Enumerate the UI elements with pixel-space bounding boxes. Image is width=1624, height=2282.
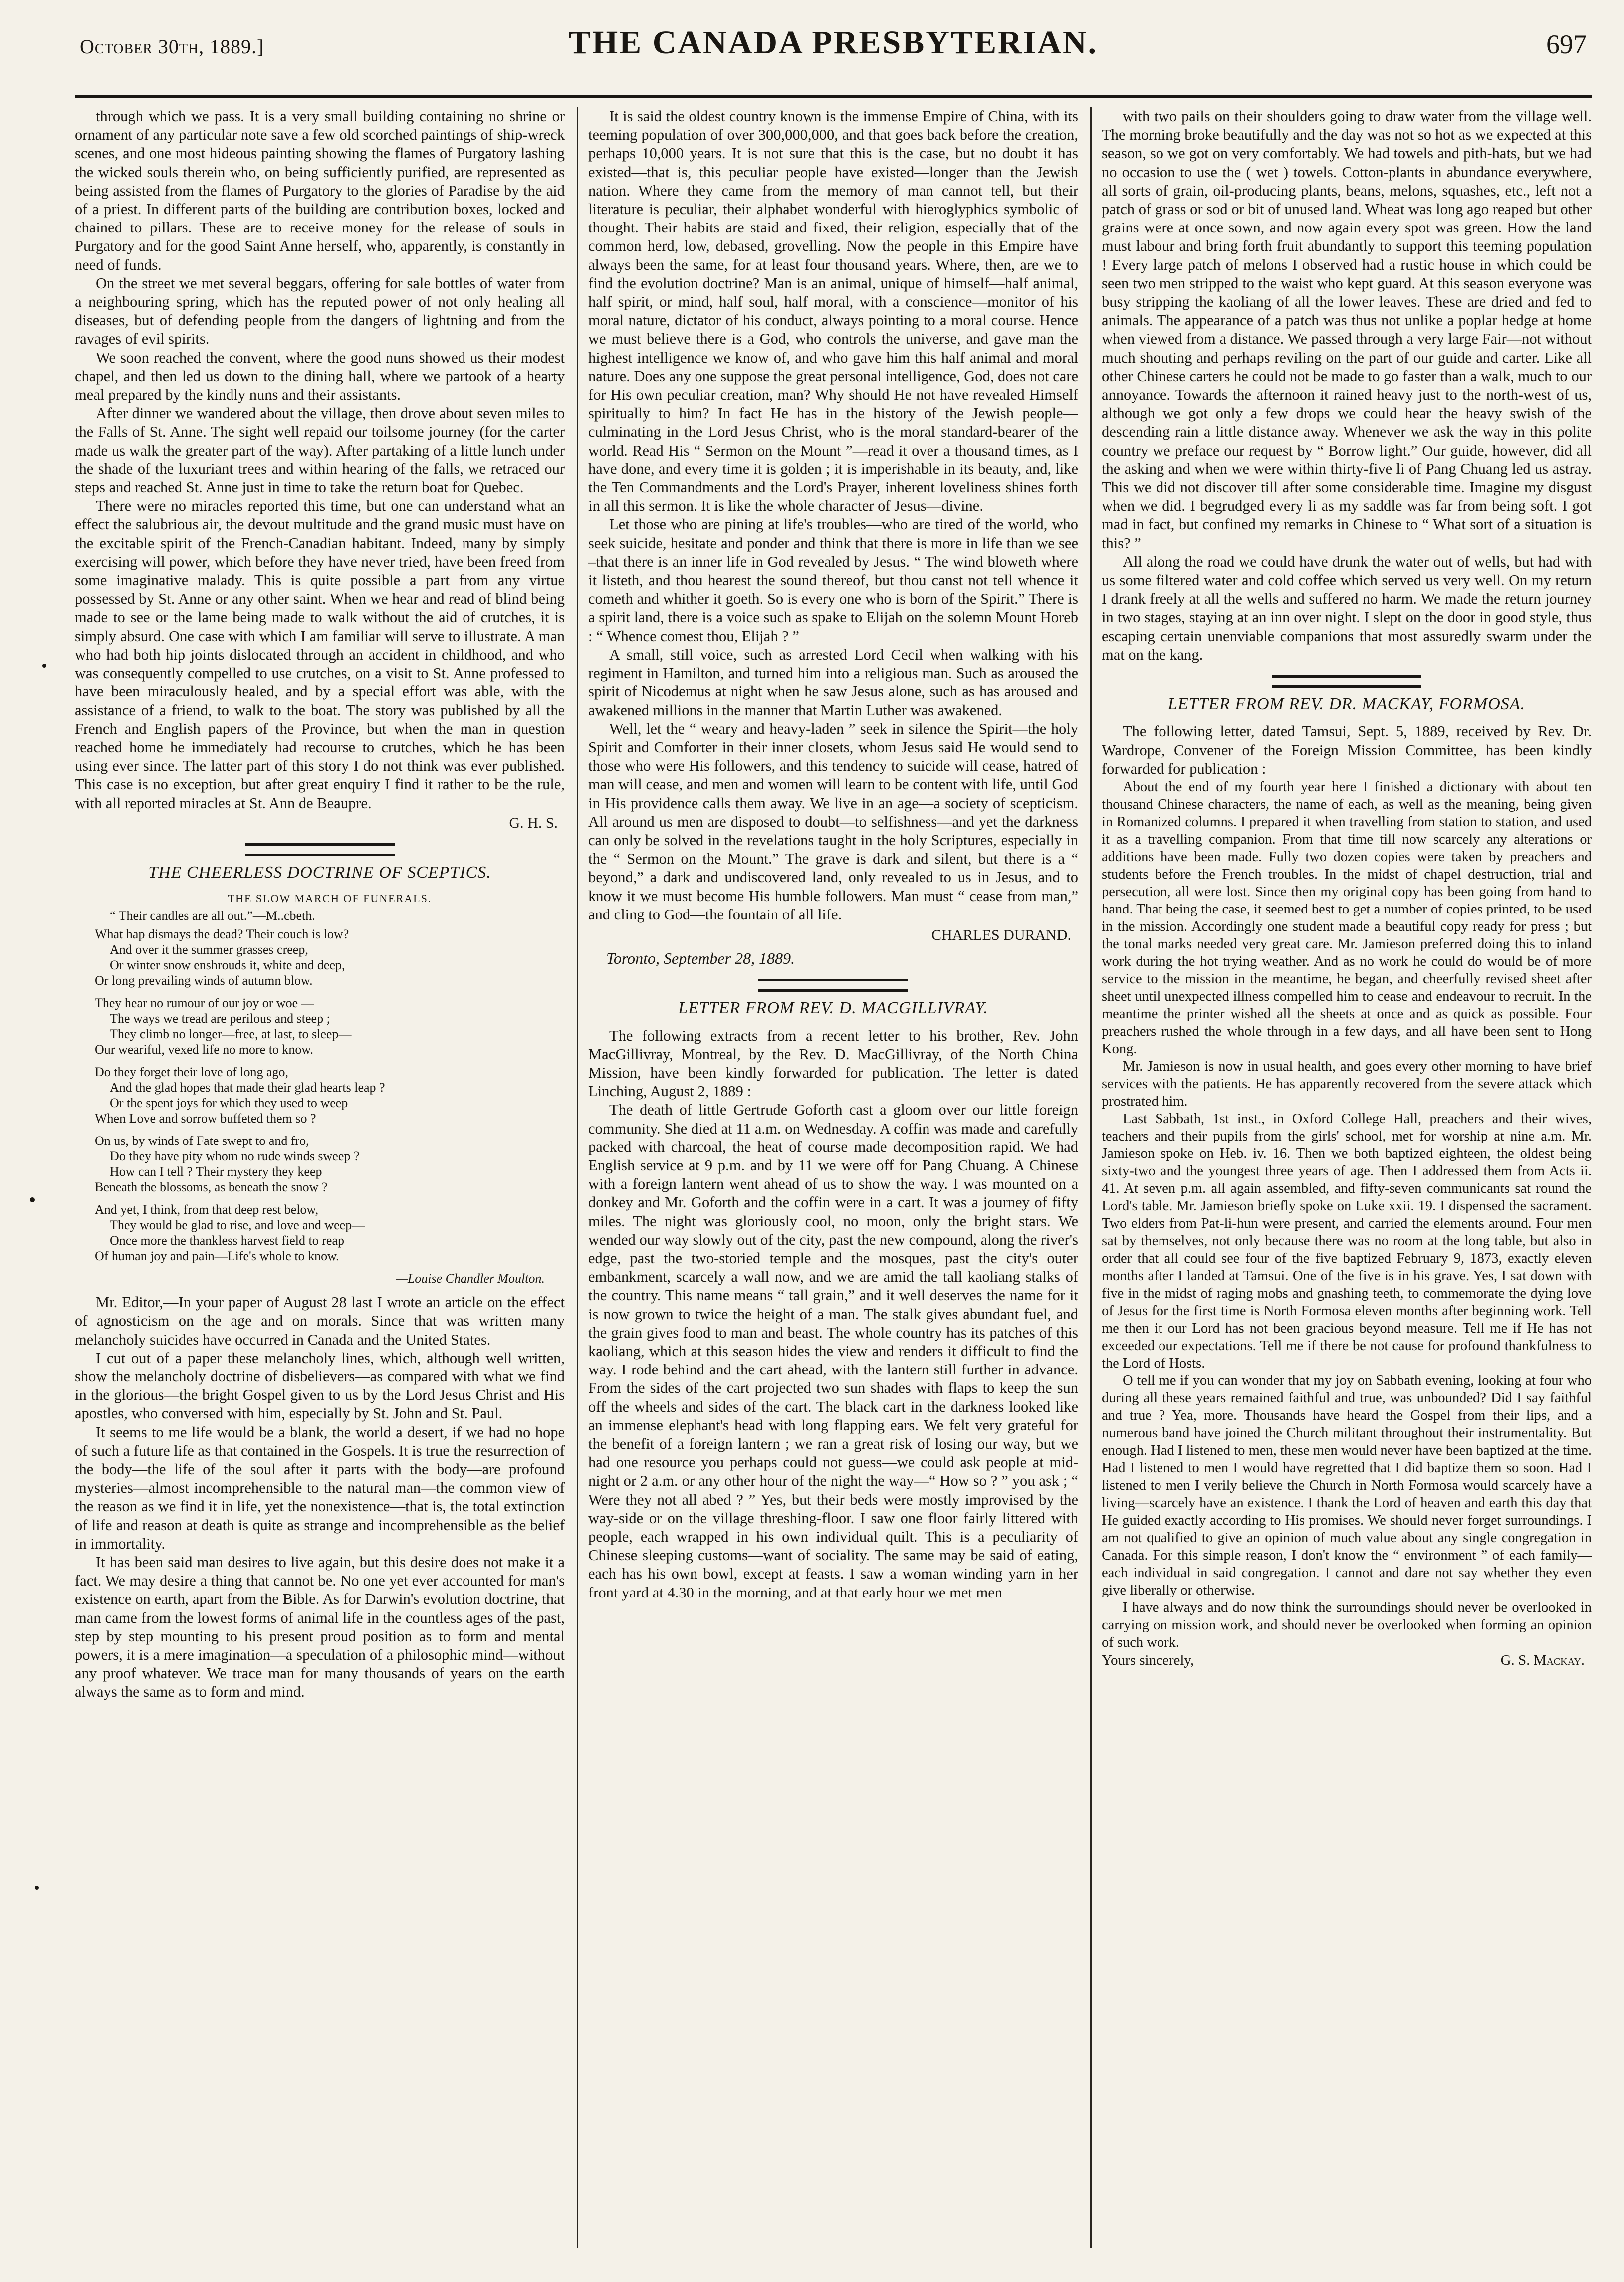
signature: CHARLES DURAND. [931, 926, 1071, 943]
columns [75, 107, 1592, 2253]
paragraph: Last Sabbath, 1st inst., in Oxford College Hall, preachers and their wives, teachers and their pupils from the girls' school, met for worship at nine a.m. Mr. Jamieson spoke on Heb. iv. 16. Then we both baptized eighteen, the oldest being sixty-two and the youngest three years of age. Then I addressed them from Acts ii. 41. At seven p.m. all again assembled, and fifty-seven communicants sat round the Lord's table. Mr. Jamieson briefly spoke on Luke xxii. 19. I dispensed the sacrament. Two elders from Pat-li-hun were present, and carried the elements around. Four men sat by themselves, not only because there was no room at the long table, but also in order that all could see four of the five baptized February 9, 1873, exactly eleven months after I landed at Tamsui. One of the five is in his grave. Yes, I sat down with five in the midst of raging mobs and gnashing teeth, to commemorate the dying love of Jesus for the first time is North Formosa eleven months after beginning work. Tell me then it our Lord has not been gracious beyond measure. Tell me if He has not exceeded our expectations. Tell me if there be not cause for profound thankfulness to the Lord of Hosts. [1102, 1111, 1592, 1371]
poem-line: Or long prevailing winds of autumn blow. [95, 973, 313, 988]
paragraph: After dinner we wandered about the village, then drove about seven miles to the Falls of St. Anne. The sight well repaid our toilsome journey (for the carter made us walk the greater part of the way). After partaking of a little lunch under the shade of the luxuriant trees and within hearing of the falls, we retraced our steps and reached St. Anne just in time to take the return boat for Quebec. [75, 405, 565, 496]
closing: Yours sincerely, [1102, 1652, 1194, 1668]
column-1 [75, 107, 565, 2253]
poem-line: They would be glad to rise, and love and weep— [110, 1218, 365, 1233]
paragraph: The following letter, dated Tamsui, Sept. 5, 1889, received by Rev. Dr. Wardrope, Convener of the Foreign Mission Committee, has been kindly forwarded for publication : [1102, 723, 1592, 777]
poem-stanza [95, 995, 565, 1057]
poem-line: Beneath the blossoms, as beneath the snow ? [95, 1180, 328, 1195]
newspaper-page [75, 20, 1592, 2265]
poem-line: Once more the thankless harvest field to reap [110, 1233, 344, 1248]
paragraph: On the street we met several beggars, offering for sale bottles of water from a neighbouring spring, which has the reputed power of not only healing all diseases, but of defending people from the dangers of lightning and from the ravages of evil spirits. [75, 274, 565, 348]
article-title: LETTER FROM REV. D. MACGILLIVRAY. [678, 999, 988, 1018]
column-3 [1102, 107, 1592, 2253]
paragraph: The following extracts from a recent letter to his brother, Rev. John MacGillivray, Montreal, by the Rev. D. MacGillivray, of the North China Mission, have been kindly forwarded for publication. The letter is dated Linching, August 2, 1889 : [588, 1027, 1078, 1100]
paragraph: O tell me if you can wonder that my joy on Sabbath evening, looking at four who during all these years remained faithful and true, was unbounded? Did I say faithful and true ? Yea, more. Thousands have heard the Gospel from their lips, and a numerous band have joined the Church militant throughout their instrumentality. But enough. Had I listened to men, these men would never have been baptized at the time. Had I listened to men I would have regretted that I did baptize them so soon. Had I listened to men I verily believe the Church in North Formosa would scarcely have a living—scarcely have an existence. I thank the Lord of heaven and earth this day that He guided exactly according to His promises. We should never forget surroundings. I am not qualified to give an opinion of much value about any single congregation in Canada. For this simple reason, I don't know the “ environment ” of each family—each individual in said congregation. I cannot and dare not say whether they even give liberally or otherwise. [1102, 1372, 1592, 1598]
scan-speck [42, 664, 46, 668]
letter-body [1102, 778, 1592, 1671]
paragraph: A small, still voice, such as arrested Lord Cecil when walking with his regiment in Hamilton, and turned him into a religious man. Such as aroused the spirit of Nicodemus at night when he saw Jesus alone, such as has aroused and awakened millions in the manner that Martin Luther was awakened. [588, 646, 1078, 719]
paragraph: All along the road we could have drunk the water out of wells, but had with us some filtered water and cold coffee which served us very well. On my return I drank freely at all the wells and suffered no harm. We made the return journey in two stages, staying at an inn over night. I slept on the door in good style, thus escaping certain unenviable companions that most assuredly swarm under the mat on the kang. [1102, 553, 1592, 663]
article-title: THE CHEERLESS DOCTRINE OF SCEPTICS. [148, 863, 491, 882]
signature: G. S. Mackay. [1500, 1652, 1585, 1668]
column-rule [1090, 107, 1092, 2248]
dateline: Toronto, September 28, 1889. [606, 949, 795, 968]
poem [95, 891, 565, 1286]
column-rule [577, 107, 578, 2248]
paragraph: There were no miracles reported this time, but one can understand what an effect the salubrious air, the devout multitude and the grand music must have on the excitable spirit of the French-Canadian habitant. Indeed, many by simply exercising will power, which before they have never tried, have been freed from some imaginative malady. This is quite possible a part from any virtue possessed by St. Anne or any other saint. When we hear and read of blind being made to see or the lame being made to walk without the aid of crutches, it is simply absurd. One case with which I am familiar will serve to illustrate. A man who had both hip joints dislocated through an accident in childhood, and who was consequently compelled to use crutches, on a visit to St. Anne professed to have been miraculously healed, and by a special effort was able, with the assistance of a friend, to walk to the boat. The story was published by all the French and English papers of the Province, but when the man in question reached home he immediately had recourse to crutches, which he has been using ever since. The latter part of this story I do not think was ever published. This case is no exception, but after great enquiry I find it rather to be the rule, with all reported miracles at St. Ann de Beaupre. [75, 497, 565, 812]
paragraph: Let those who are pining at life's troubles—who are tired of the world, who seek suicide, hesitate and ponder and think that there is more in life than we see –that there is an inner life in God revealed by Jesus. “ The wind bloweth where it listeth, and thou hearest the sound thereof, but thou canst not tell whence it cometh and whither it goeth. So is every one who is born of the Spirit.” There is a spirit land, there is a voice such as spake to Elijah on the solemn Mount Horeb : “ Whence comest thou, Elijah ? ” [588, 516, 1078, 645]
poem-stanza [95, 1202, 565, 1264]
poem-line: And over it the summer grasses creep, [110, 942, 308, 957]
paragraph: with two pails on their shoulders going to draw water from the village well. The morning broke beautifully and the day was not so hot as we expected at this season, so we got on very comfortably. We had towels and pith-hats, but we had no occasion to use the ( wet ) towels. Cotton-plants in abundance everywhere, all sorts of grain, oil-producing plants, beans, melons, squashes, etc., left not a patch of grass or sod or bit of unused land. Wheat was long ago reaped but other grains were at once sown, and now again every spot was green. How the land must labour and bring forth fruit abundantly to support this teeming population ! Every large patch of melons I observed had a rustic house in which could be seen two men stripped to the waist who kept guard. At this season everyone was busy stripping the kaoliang of all the lower leaves. These are dried and fed to animals. The appearance of a patch was thus not unlike a poplar hedge at home when viewed from a distance. We passed through a very large Fair—not without much shouting and perhaps reviling on the part of our guide and carter. Like all other Chinese carters he could not be made to go faster than a walk, much to our annoyance. Towards the afternoon it rained heavy just to the north-west of us, although we got only a few drops we could hear the heavy swish of the descending rain a little distance away. Whenever we ask the way in this polite country we preface our request by “ Borrow light.” Our guide, however, did all the asking and when we were within thirty-five li of Pang Chuang led us astray. This we did not discover till after some considerable time. Imagine my disgust when we did. I begrudged every li as my saddle was far from being soft. I got mad in fact, but confined my remarks in Chinese to “ What sort of a situation is this? ” [1102, 108, 1592, 552]
poem-line: They hear no rumour of our joy or woe — [95, 996, 314, 1011]
poem-line: Or winter snow enshrouds it, white and deep, [110, 958, 345, 973]
poem-line: How can I tell ? Their mystery they keep [110, 1164, 322, 1179]
issue-date: October 30th, 1889.] [80, 35, 264, 58]
poem-line: When Love and sorrow buffeted them so ? [95, 1111, 316, 1126]
page-number: 697 [1546, 29, 1587, 59]
paragraph: We soon reached the convent, where the good nuns showed us their modest chapel, and then led us down to the dining hall, where we partook of a hearty meal prepared by the kindly nuns and their assistants. [75, 349, 565, 404]
article-title: LETTER FROM REV. DR. MACKAY, FORMOSA. [1167, 695, 1526, 714]
page-header [75, 20, 1592, 98]
poem-stanza [95, 1064, 565, 1126]
paragraph: It is said the oldest country known is the immense Empire of China, with its teeming population of over 300,000,000, and that goes back before the creation, perhaps 10,000 years. It is not sure that this is the case, but no doubt it has existed—that is, this peculiar people have existed—longer than the Jewish nation. Where they came from the memory of man cannot tell, but their literature is peculiar, their alphabet wonderful with hieroglyphics symbolic of thought. Their habits are staid and fixed, their religion, especially that of the common herd, low, debased, grovelling. Now the people in this Empire have always been the same, for at least four thousand years. Where, then, are we to find the evolution doctrine? Man is an animal, unique of himself—half animal, half spirit, or mind, half soul, half moral, with a conscience—monitor of his moral nature, dictator of his conduct, always pointing to a moral course. Hence we must believe there is a God, who controls the universe, and gave man the highest intelligence we know of, and who gave him this half animal and moral nature. Does any one suppose the great personal intelligence, God, does not care for His own peculiar creation, man? Why should He not have revealed Himself spiritually to him? In fact He has in the history of the Jewish people—culminating in the Lord Jesus Christ, who is the moral standard-bearer of the world. Read His “ Sermon on the Mount ”—read it over a thousand times, as I have done, and every time it is golden ; it is imperishable in its beauty, and, like the Ten Commandments and the Lord's Prayer, inherent loveliness shines forth in all this sermon. It is like the whole character of Jesus—divine. [588, 108, 1078, 515]
poem-line: What hap dismays the dead? Their couch is low? [95, 927, 349, 942]
poem-line: And the glad hopes that made their glad hearts leap ? [110, 1080, 385, 1095]
signature: G. H. S. [509, 814, 558, 831]
poem-line: On us, by winds of Fate swept to and fro, [95, 1134, 309, 1148]
paragraph: Well, let the “ weary and heavy-laden ” seek in silence the Spirit—the holy Spirit and Comforter in their inner closets, whom Jesus said He would send to those who were His followers, and this tendency to suicide will cease, hatred of man will cease, and men and women will learn to be content with life, until God in His providence calls them away. We live in an age—a society of scepticism. All around us men are disposed to doubt—to selfishness—and yet the darkness can only be solved in the revelations taught in the holy Scriptures, especially in the “ Sermon on the Mount.” The grave is dark and silent, but there is a “ beyond,” a dark and undiscovered land, only revealed to us in Jesus, and to know it we must become His humble followers. Man must “ cease from man,” and cling to God—the fountain of all life. [588, 720, 1078, 923]
masthead-title: THE CANADA PRESBYTERIAN. [568, 24, 1098, 61]
column-2 [588, 107, 1078, 2253]
poem-line: Do they have pity whom no rude winds sweep ? [110, 1149, 360, 1164]
paragraph: Mr. Editor,—In your paper of August 28 last I wrote an article on the effect of agnosticism on the age and on morals. Since that was written many melancholy suicides have occurred in Canada and the United States. [75, 1294, 565, 1348]
paragraph: I cut out of a paper these melancholy lines, which, although well written, show the melancholy doctrine of disbelievers—as compared with what we find in the glorious—the bright Gospel given to us by the Lord Jesus Christ and His apostles, who conversed with him, especially by St. John and St. Paul. [75, 1349, 565, 1422]
poem-heading: THE SLOW MARCH OF FUNERALS. [228, 892, 432, 905]
article-separator [758, 979, 908, 992]
paragraph: I have always and do now think the surroundings should never be overlooked in carrying on mission work, and should never be overlooked when forming an opinion of such work. [1102, 1599, 1592, 1650]
poem-line: Our weariful, vexed life no more to know. [95, 1042, 314, 1057]
article-separator [1272, 675, 1421, 688]
paragraph: Mr. Jamieson is now in usual health, and goes every other morning to have brief services with the patients. He has apparently recovered from the severe attack which prostrated him. [1102, 1058, 1592, 1109]
poem-line: They climb no longer—free, at last, to sleep— [110, 1027, 352, 1042]
paragraph: It seems to me life would be a blank, the world a desert, if we had no hope of such a future life as that contained in the Gospels. It is true the resurrection of the body—the life of the soul after it parts with the body—are profound mysteries—almost incomprehensible to the natural man—the common view of the reason as we find it in life, yet the nonexistence—that is, the total extinction of life and reason at death is quite as strange and incomprehensible as the belief in immortality. [75, 1423, 565, 1552]
poem-stanza [95, 1133, 565, 1195]
poem-line: And yet, I think, from that deep rest below, [95, 1202, 319, 1217]
poem-epigraph: “ Their candles are all out.”—M..cbeth. [110, 909, 315, 923]
paragraph: through which we pass. It is a very small building containing no shrine or ornament of any particular note save a few old scorched paintings of ship-wreck scenes, and one most hideous painting showing the flames of Purgatory lashing the wicked souls therein who, on being sufficiently purified, are represented as being assisted from the flames of Purgatory to the glories of Paradise by the aid of a priest. In different parts of the building are contribution boxes, locked and chained to pillars. These are to receive money for the release of souls in Purgatory and for the good Saint Anne herself, who, apparently, is constantly in need of funds. [75, 108, 565, 273]
article-separator [245, 843, 395, 856]
closing-line [1102, 1651, 1592, 1671]
poem-line: Or the spent joys for which they used to weep [110, 1096, 348, 1111]
poem-line: The ways we tread are perilous and steep ; [110, 1011, 330, 1026]
paragraph: It has been said man desires to live again, but this desire does not make it a fact. We may desire a thing that cannot be. No one yet ever accounted for man's existence on earth, apart from the Bible. As for Darwin's evolution doctrine, that man came from the lowest forms of animal life in the countless ages of the past, step by step mounting to his present proud position as to form and mental powers, it is a mere imagination—a speculation of a philosophic mind—without any proof whatever. We trace man for many thousands of years on the earth always the same as to form and mind. [75, 1553, 565, 1701]
scan-speck [35, 1886, 39, 1890]
poem-line: Of human joy and pain—Life's whole to know. [95, 1249, 339, 1264]
paragraph: About the end of my fourth year here I finished a dictionary with about ten thousand Chinese characters, the name of each, as well as the meaning, being given in Romanized columns. I prepared it when travelling from station to station, and used it as a travelling companion. From that time till now scarcely any alterations or additions have been made. Fully two dozen copies were taken by preachers and students before the French troubles. In the midst of chapel destruction, trial and persecution, all were lost. Since then my original copy has been going from hand to hand. That being the case, it seemed best to get a number of copies printed, to be used in the mission. Accordingly one student made a beautiful copy ready for press ; but the tonal marks needed very great care. Mr. Jamieson preferred doing this to inland work during the hot trying weather. And as no work he could do would be of more service to the mission in the meantime, he began, and cheerfully revised sheet after sheet until unexpected illness compelled him to cease and endeavour to recruit. In the meantime the printer wished all the sheets at once and as quick as possible. Four preachers rushed the whole through in a few days, and all have been sent to Hong Kong. [1102, 779, 1592, 1057]
paragraph: The death of little Gertrude Goforth cast a gloom over our little foreign community. She died at 11 a.m. on Wednesday. A coffin was made and carefully packed with charcoal, the heat of course made decomposition rapid. We had English service at 9 p.m. and by 11 we were off for Pang Chuang. A Chinese with a foreign lantern went ahead of us to show the way. I was mounted on a donkey and Mr. Goforth and the coffin were in a cart. It was a journey of fifty miles. The night was gloriously cool, no moon, only the bright stars. We wended our way slowly out of the city, past the new compound, along the river's edge, past the two-storied temple and the mosques, past the city's outer embankment, scarcely a wall now, and we are amid the tall kaoliang stalks of the country. This name means “ tall grain,” and it well deserves the name for it is now grown to twice the height of a man. The stalk gives abundant fuel, and the grain gives food to man and beast. The whole country has its patches of this kaoliang, which at this season hides the view and renders it difficult to find the way. I rode behind and the cart ahead, with the lantern still further in advance. From the sides of the cart projected two sun shades with flaps to keep the sun off the wheels and sides of the cart. The black cart in the darkness looked like an immense elephant's head with long flapping ears. We felt very grateful for the benefit of a foreign lantern ; we ran a great risk of losing our way, but we had one resource you perhaps could not guess—we could ask people at mid-night or 2 a.m. or any other hour of the night the way—“ How so ? ” you ask ; “ Were they not all abed ? ” Yes, but their beds were mostly improvised by the way-side or on the village threshing-floor. I saw one floor fairly littered with people, each wrapped in his own individual quilt. This is a peculiarity of Chinese sleeping customs—want of sociality. The same may be said of eating, each has his own bowl, except at feasts. I saw a woman winding yarn in her front yard at 4.30 in the morning, and at that early hour we met men [588, 1101, 1078, 1601]
poem-line: Do they forget their love of long ago, [95, 1065, 288, 1080]
poem-attribution: —Louise Chandler Moulton. [396, 1271, 545, 1286]
scan-speck [30, 1197, 35, 1202]
poem-stanza [95, 926, 565, 988]
